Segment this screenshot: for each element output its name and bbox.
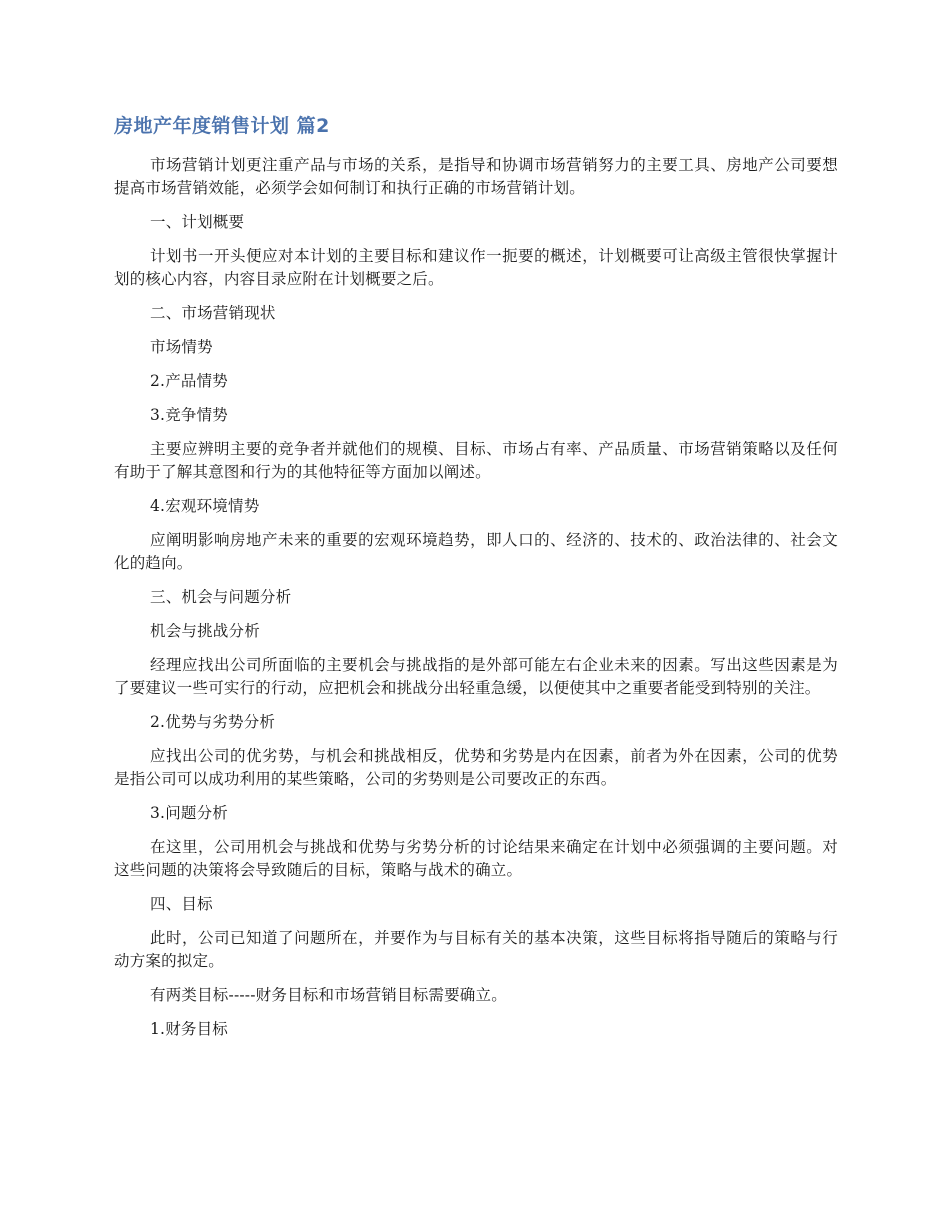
- subsection-heading: 1.财务目标: [150, 1020, 228, 1038]
- subsection-heading: 3.问题分析: [150, 804, 228, 822]
- paragraph: 有两类目标-----财务目标和市场营销目标需要确立。: [150, 986, 507, 1004]
- paragraph: 应阐明影响房地产未来的重要的宏观环境趋势，即人口的、经济的、技术的、政治法律的、社会文化的趋向。: [114, 531, 838, 572]
- subsection-heading: 4.宏观环境情势: [150, 497, 260, 515]
- paragraph: 在这里，公司用机会与挑战和优势与劣势分析的讨论结果来确定在计划中必须强调的主要问题。对这些问题的决策将会导致随后的目标，策略与战术的确立。: [114, 838, 838, 879]
- document-content: [114, 112, 838, 1052]
- paragraph: 此时，公司已知道了问题所在，并要作为与目标有关的基本决策，这些目标将指导随后的策略与行动方案的拟定。: [114, 929, 838, 970]
- subsection-heading: 2.优势与劣势分析: [150, 713, 276, 731]
- subsection-heading: 2.产品情势: [150, 372, 228, 390]
- subsection-heading: 3.竞争情势: [150, 406, 228, 424]
- paragraph: 主要应辨明主要的竞争者并就他们的规模、目标、市场占有率、产品质量、市场营销策略以及任何有助于了解其意图和行为的其他特征等方面加以阐述。: [114, 440, 838, 481]
- paragraph: 市场营销计划更注重产品与市场的关系，是指导和协调市场营销努力的主要工具、房地产公司要想提高市场营销效能，必须学会如何制订和执行正确的市场营销计划。: [114, 156, 838, 197]
- section-heading: 二、市场营销现状: [150, 304, 276, 322]
- section-heading: 一、计划概要: [150, 213, 245, 231]
- paragraph: 应找出公司的优劣势，与机会和挑战相反，优势和劣势是内在因素，前者为外在因素，公司的优势是指公司可以成功利用的某些策略，公司的劣势则是公司要改正的东西。: [114, 747, 838, 788]
- section-heading: 三、机会与问题分析: [150, 588, 292, 606]
- subsection-heading: 机会与挑战分析: [150, 622, 260, 640]
- subsection-heading: 市场情势: [150, 338, 213, 356]
- document-title: 房地产年度销售计划 篇2: [114, 115, 330, 137]
- section-heading: 四、目标: [150, 895, 213, 913]
- paragraph: 计划书一开头便应对本计划的主要目标和建议作一扼要的概述，计划概要可让高级主管很快掌握计划的核心内容，内容目录应附在计划概要之后。: [114, 247, 838, 288]
- paragraph: 经理应找出公司所面临的主要机会与挑战指的是外部可能左右企业未来的因素。写出这些因素是为了要建议一些可实行的行动，应把机会和挑战分出轻重急缓，以便使其中之重要者能受到特别的关注。: [114, 656, 838, 697]
